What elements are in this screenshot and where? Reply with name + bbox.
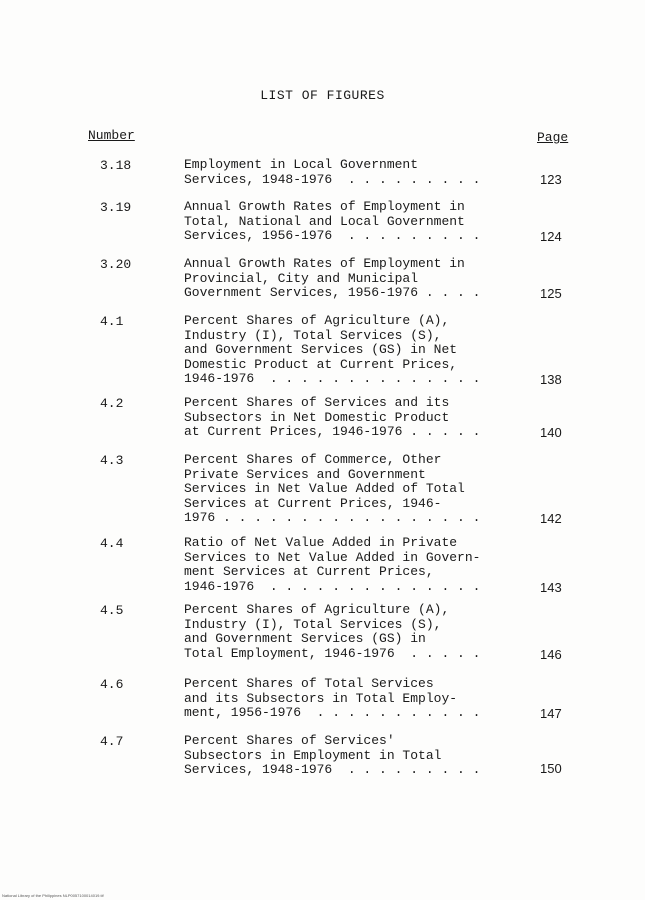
figure-page-number: 150 <box>540 761 562 776</box>
figure-caption: Annual Growth Rates of Employment in Provincial, City and Municipal Government Services, 1956-1976 . . . . <box>184 256 481 300</box>
figure-page-number: 146 <box>540 647 562 662</box>
scan-footer-label: National Library of the Philippines NLP0057100014019.tif <box>2 893 104 898</box>
figure-caption: Employment in Local Government Services, 1948-1976 . . . . . . . . . <box>184 157 481 187</box>
figure-caption: Ratio of Net Value Added in Private Services to Net Value Added in Govern- ment Services at Current Prices, 1946-1976 . . . . . . . . . . . . . . <box>184 535 481 594</box>
figure-number: 4.6 <box>100 677 124 692</box>
figure-number: 4.4 <box>100 536 124 551</box>
figure-page-number: 142 <box>540 511 562 526</box>
figure-page-number: 124 <box>540 229 562 244</box>
figure-caption: Percent Shares of Agriculture (A), Industry (I), Total Services (S), and Government Services (GS) in Total Employment, 1946-1976 . . . . . <box>184 602 481 661</box>
figure-caption: Percent Shares of Services and its Subsectors in Net Domestic Product at Current Prices, 1946-1976 . . . . . <box>184 395 481 439</box>
figure-page-number: 147 <box>540 706 562 721</box>
number-column-header: Number <box>88 128 135 143</box>
figure-number: 3.18 <box>100 158 132 173</box>
figure-number: 3.19 <box>100 200 132 215</box>
figure-number: 4.1 <box>100 314 124 329</box>
figure-number: 4.7 <box>100 734 124 749</box>
figure-caption: Percent Shares of Commerce, Other Private Services and Government Services in Net Value Added of Total Services at Current Prices, 1946- 1976 . . . . . . . . . . . . . . . . . <box>184 452 481 525</box>
page-column-header: Page <box>537 130 569 145</box>
figure-caption: Percent Shares of Services' Subsectors in Employment in Total Services, 1948-1976 . . . . . . . . . <box>184 733 481 777</box>
figure-caption: Percent Shares of Total Services and its Subsectors in Total Employ- ment, 1956-1976 . . . . . . . . . . . <box>184 676 481 720</box>
figure-number: 4.3 <box>100 453 124 468</box>
page-title: LIST OF FIGURES <box>260 88 385 103</box>
figure-number: 4.2 <box>100 396 124 411</box>
figure-caption: Annual Growth Rates of Employment in Total, National and Local Government Services, 1956-1976 . . . . . . . . . <box>184 199 481 243</box>
figure-page-number: 143 <box>540 580 562 595</box>
figure-page-number: 140 <box>540 425 562 440</box>
figure-page-number: 123 <box>540 172 562 187</box>
figure-number: 4.5 <box>100 603 124 618</box>
figure-page-number: 125 <box>540 286 562 301</box>
figure-page-number: 138 <box>540 372 562 387</box>
figure-number: 3.20 <box>100 257 132 272</box>
figure-caption: Percent Shares of Agriculture (A), Industry (I), Total Services (S), and Government Services (GS) in Net Domestic Product at Current Prices, 1946-1976 . . . . . . . . . . . . . . <box>184 313 481 386</box>
